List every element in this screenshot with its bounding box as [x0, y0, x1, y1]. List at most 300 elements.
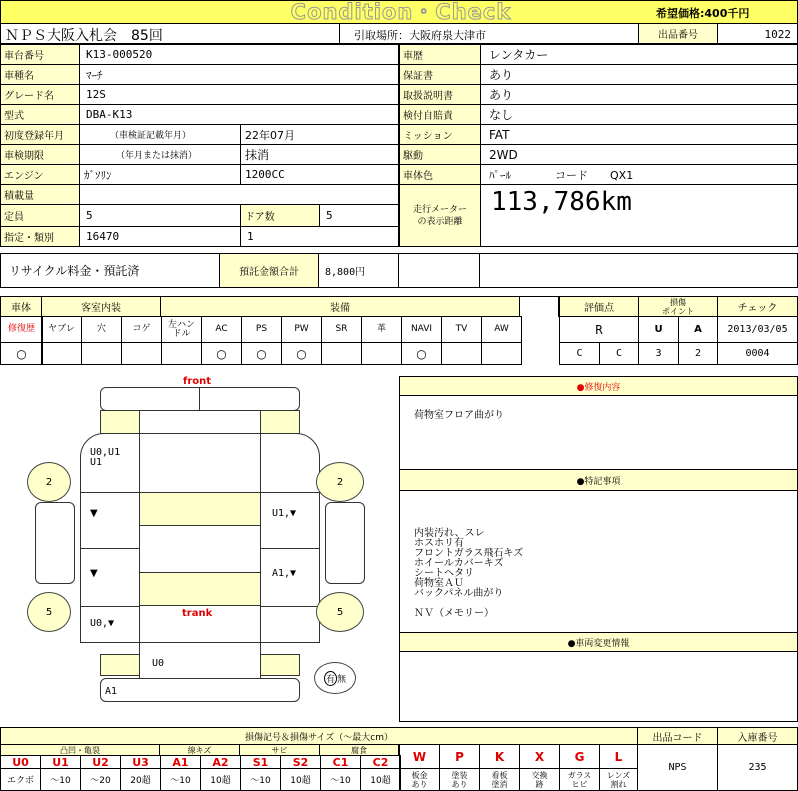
change-header — [399, 632, 798, 652]
legend-code: A1 — [172, 755, 189, 769]
vehicle-left-value-cell — [79, 84, 399, 105]
equip-mark-cell — [121, 342, 162, 365]
special-header-label: ●特記事項 — [576, 476, 621, 487]
right-front-tire-mark: 2 — [336, 476, 344, 488]
mark-right-front-door: U1,▼ — [272, 508, 297, 519]
mark-rear-bumper: A1 — [105, 686, 118, 697]
left-front-tire-mark: 2 — [45, 476, 53, 488]
engine-fuel-cell — [79, 164, 241, 185]
legend-code: S1 — [252, 755, 269, 769]
equip-label-cell — [321, 316, 362, 343]
doors-value: 5 — [326, 209, 333, 222]
equip-label-cell — [121, 316, 162, 343]
legend-letter-desc-cell — [399, 768, 440, 791]
right-rear-tire — [316, 592, 364, 632]
engine-cc: 1200CC — [245, 168, 285, 181]
left-side-panel — [35, 502, 75, 584]
seats-label: 定員 — [4, 212, 24, 223]
legend-size: 10超 — [370, 776, 391, 786]
designation-value1: 16470 — [86, 230, 120, 243]
vehicle-left-label-cell — [0, 104, 80, 125]
equip-mark-cell — [321, 342, 362, 365]
legend-code: A2 — [212, 755, 229, 769]
right-front-tire — [316, 462, 364, 502]
color-value-cell — [480, 164, 798, 185]
equip-label-cell — [241, 316, 282, 343]
equip-label-cell — [201, 316, 242, 343]
equip-mark: ○ — [296, 346, 307, 361]
entry-label: 入庫番号 — [737, 732, 778, 744]
seats-label-cell — [0, 204, 80, 227]
legend-letter: G — [574, 749, 585, 764]
check-date-cell — [717, 316, 798, 343]
legend-letter-desc: 塗装 あり — [451, 770, 468, 789]
equip-group-check-label: チェック — [737, 303, 778, 314]
score-sub-1-cell — [559, 342, 600, 365]
entry-label-cell — [717, 727, 798, 745]
inspection-label: 車検期限 — [4, 151, 44, 162]
vehicle-right-label: 保証書 — [403, 71, 433, 82]
legend-title-cell — [0, 727, 638, 745]
equip-label: AW — [494, 324, 509, 334]
first-reg-note: （車検証記載年月） — [110, 131, 192, 141]
damage-value-a-cell — [678, 342, 718, 365]
legend-letter-desc: 看板 塗消 — [491, 770, 508, 789]
equip-group-gap — [519, 296, 559, 317]
engine-fuel: ｶﾞｿﾘﾝ — [84, 168, 112, 182]
trunk-label: trank — [182, 608, 213, 619]
inspection-value: 抹消 — [245, 148, 270, 162]
score-sub-2: C — [615, 348, 623, 359]
equip-group-damage-label: 損傷 ポイント — [662, 297, 694, 316]
color-label: 車体色 — [403, 171, 433, 182]
rear-seat — [139, 572, 261, 606]
vehicle-right-label: 車歴 — [403, 51, 423, 62]
capacity-value-cell — [79, 184, 399, 205]
odometer-label: 走行メーター の表示距離 — [412, 204, 467, 227]
odometer-value: 113,786km — [491, 187, 632, 217]
legend-letter-desc-cell — [519, 768, 560, 791]
legend-size-cell — [0, 768, 41, 791]
equip-label: 穴 — [96, 324, 106, 334]
presence-no: 無 — [337, 674, 347, 685]
legend-letter-cell — [559, 744, 600, 769]
lot-number: 1022 — [764, 28, 791, 41]
engine-cc-cell — [240, 164, 399, 185]
inspection-value-cell — [240, 144, 399, 165]
presence-indicator — [314, 662, 356, 694]
inspection-note: （年月または抹消） — [116, 151, 198, 161]
recycle-label-cell — [0, 253, 220, 288]
damage-col-u-cell — [638, 316, 679, 343]
equip-label-cell — [41, 316, 82, 343]
damage-col-a: A — [694, 324, 702, 335]
first-reg-value: 22年07月 — [245, 128, 295, 142]
legend-letter-desc: 板金 あり — [411, 770, 428, 789]
legend-size: 10超 — [290, 776, 311, 786]
legend-group-rust-label: サビ — [271, 745, 288, 755]
equip-label-cell — [361, 316, 402, 343]
legend-code-cell — [360, 755, 401, 769]
equip-label: AC — [215, 324, 228, 334]
left-taillight — [100, 654, 140, 676]
legend-size-cell — [40, 768, 81, 791]
doors-label: ドア数 — [245, 212, 275, 223]
equip-mark: ○ — [256, 346, 267, 361]
pickup-cell — [339, 23, 639, 44]
inspection-note-cell — [79, 144, 241, 165]
equip-mark: ○ — [216, 346, 227, 361]
equip-mark-cell — [441, 342, 482, 365]
equip-mark-cell — [361, 342, 402, 365]
legend-code: C2 — [372, 755, 389, 769]
repair-text: 荷物室フロア曲がり — [414, 410, 504, 421]
legend-code-cell — [320, 755, 361, 769]
legend-size-cell — [120, 768, 161, 791]
equip-group-score-label: 評価点 — [584, 303, 614, 314]
legend-code: U1 — [52, 755, 69, 769]
special-line: ＮＶ（メモリー） — [414, 608, 494, 619]
legend-size: ～10 — [50, 776, 71, 786]
vehicle-right-value-cell — [480, 84, 798, 105]
mark-front-left: U0,U1 U1 — [90, 447, 121, 468]
vehicle-right-label: 検付自賠責 — [403, 111, 453, 122]
legend-group-dent-label: 凸凹・亀裂 — [60, 745, 100, 755]
desired-price: 希望価格:400千円 — [656, 7, 750, 20]
equip-mark-cell — [41, 342, 82, 365]
vehicle-left-value: K13-000520 — [86, 48, 153, 61]
legend-size: 20超 — [130, 776, 151, 786]
vehicle-right-value-cell — [480, 64, 798, 85]
equip-group-body — [0, 296, 42, 317]
change-header-label: ●車両変更情報 — [567, 638, 630, 649]
equip-label: コゲ — [132, 324, 151, 334]
vehicle-right-value: あり — [489, 88, 514, 102]
legend-code-cell — [40, 755, 81, 769]
mark-left-rear-door: ▼ — [90, 568, 98, 579]
legend-size-cell — [240, 768, 281, 791]
special-line: バックパネル曲がり — [414, 588, 504, 599]
damage-value-u-cell — [638, 342, 679, 365]
vehicle-right-label: ミッション — [403, 131, 453, 142]
left-front-tire — [27, 462, 71, 502]
equip-mark-cell — [0, 342, 43, 365]
inspection-label-cell — [0, 144, 80, 165]
equip-label-cell — [441, 316, 482, 343]
left-headlight — [100, 410, 140, 434]
legend-group-corrosion-label: 腐食 — [351, 745, 367, 755]
check-date: 2013/03/05 — [727, 324, 788, 335]
mark-left-front-door: ▼ — [90, 508, 98, 519]
equip-label: 修復歴 — [7, 324, 35, 334]
vehicle-left-label: 車種名 — [4, 71, 34, 82]
score-value-cell — [559, 316, 639, 343]
engine-label: エンジン — [4, 171, 44, 182]
color-value: ﾊﾟｰﾙ コード QX1 — [489, 168, 634, 182]
equip-mark-cell — [401, 342, 442, 365]
special-line: ホイールカバーキズ — [414, 558, 504, 569]
legend-letter-desc: レンズ 割れ — [606, 770, 631, 789]
damage-value-a: 2 — [694, 348, 702, 359]
change-content — [399, 651, 798, 722]
vehicle-left-value-cell — [79, 44, 399, 65]
check-value: 0004 — [745, 348, 770, 359]
legend-code: U2 — [92, 755, 109, 769]
deposit-value: 8,800円 — [325, 267, 366, 278]
vehicle-right-label: 取扱説明書 — [403, 91, 453, 102]
vehicle-right-value-cell — [480, 44, 798, 65]
legend-letter: P — [455, 749, 464, 764]
equip-mark-cell — [201, 342, 242, 365]
mark-right-rear-door: A1,▼ — [272, 568, 297, 579]
legend-size: エクボ — [6, 776, 34, 786]
repair-header — [399, 376, 798, 396]
repair-content — [399, 395, 798, 470]
legend-letter-cell — [599, 744, 638, 769]
vehicle-right-value: あり — [489, 68, 514, 82]
banner — [0, 0, 798, 24]
deposit-value-cell — [318, 253, 399, 288]
origin-code-value-cell — [637, 744, 718, 791]
capacity-label: 積載量 — [4, 191, 34, 202]
vehicle-right-label-cell — [399, 104, 481, 125]
damage-col-u: U — [654, 324, 663, 335]
legend-code-cell — [240, 755, 281, 769]
vehicle-left-label-cell — [0, 84, 80, 105]
equip-group-score — [559, 296, 639, 317]
legend-letter-desc-cell — [599, 768, 638, 791]
equip-group-equip-label: 装備 — [330, 303, 350, 314]
equip-group-damage — [638, 296, 718, 317]
legend-size-cell — [360, 768, 401, 791]
mark-rear-panel: U0 — [152, 658, 165, 669]
score-value: R — [595, 322, 603, 337]
equip-label-cell — [281, 316, 322, 343]
first-reg-label-cell — [0, 124, 80, 145]
front-seat — [139, 492, 261, 526]
legend-code: S2 — [292, 755, 309, 769]
legend-size: ～20 — [90, 776, 111, 786]
designation-label: 指定・類別 — [4, 233, 54, 244]
seats-value: 5 — [86, 209, 93, 222]
vehicle-left-value-cell — [79, 104, 399, 125]
legend-letter-desc-cell — [559, 768, 600, 791]
equip-mark-cell — [161, 342, 202, 365]
legend-letter: X — [534, 749, 545, 764]
equip-label: TV — [455, 324, 468, 334]
legend-code-cell — [280, 755, 321, 769]
equip-label: PW — [294, 324, 309, 334]
vehicle-right-value-cell — [480, 124, 798, 145]
special-line: 内装汚れ、スレ — [414, 528, 485, 539]
recycle-blank-1 — [398, 253, 480, 288]
equip-mark-cell — [481, 342, 522, 365]
legend-code-cell — [120, 755, 161, 769]
legend-size-cell — [200, 768, 241, 791]
designation-value2-cell — [240, 226, 399, 247]
equip-group-equip — [160, 296, 520, 317]
vehicle-right-value: 2WD — [489, 147, 518, 162]
vehicle-left-label-cell — [0, 64, 80, 85]
hood — [139, 410, 261, 434]
origin-code-value: NPS — [668, 762, 687, 773]
legend-title: 損傷記号＆損傷サイズ（～最大cm） — [245, 732, 393, 743]
legend-size: ～10 — [330, 776, 351, 786]
equip-group-body-label: 車体 — [11, 303, 31, 314]
lot-label-cell — [638, 23, 718, 44]
vehicle-left-label: 車台番号 — [4, 51, 44, 62]
legend-letter-desc-cell — [479, 768, 520, 791]
first-reg-value-cell — [240, 124, 399, 145]
deposit-label: 預託金額合計 — [239, 267, 299, 278]
equip-group-interior — [41, 296, 161, 317]
equip-label: SR — [335, 324, 348, 334]
legend-letter-desc: ガラス ヒビ — [567, 770, 592, 789]
legend-letter-desc-cell — [439, 768, 480, 791]
special-content — [399, 490, 798, 633]
doors-value-cell — [319, 204, 399, 227]
damage-value-u: 3 — [655, 348, 662, 359]
vehicle-right-label-cell — [399, 84, 481, 105]
banner-title: Condition・Check — [290, 0, 512, 24]
vehicle-right-label-cell — [399, 64, 481, 85]
check-value-cell — [717, 342, 798, 365]
right-side-panel — [325, 502, 365, 584]
legend-code: U0 — [12, 755, 29, 769]
legend-letter-cell — [519, 744, 560, 769]
seats-value-cell — [79, 204, 241, 227]
entry-value-cell — [717, 744, 798, 791]
presence-yes: 有 — [324, 671, 337, 686]
special-header — [399, 469, 798, 491]
legend-letter-desc: 交換 跡 — [531, 770, 548, 789]
auction-name: ＮＰＳ大阪入札会 85回 — [5, 28, 163, 44]
recycle-label: リサイクル料金・預託済 — [9, 264, 140, 278]
vehicle-right-value-cell — [480, 144, 798, 165]
equip-mark-cell — [81, 342, 122, 365]
designation-value2: 1 — [247, 230, 254, 243]
vehicle-left-label-cell — [0, 44, 80, 65]
special-line: シートヘタリ — [414, 568, 474, 579]
front-label: front — [183, 376, 212, 387]
vehicle-left-value: ﾏｰﾁ — [86, 68, 103, 82]
vehicle-left-label: 型式 — [4, 111, 24, 122]
legend-size-cell — [280, 768, 321, 791]
vehicle-left-label: グレード名 — [4, 91, 54, 102]
designation-label-cell — [0, 226, 80, 247]
equip-label-cell — [481, 316, 522, 343]
vehicle-left-value: 12S — [86, 88, 106, 101]
legend-size: 10超 — [210, 776, 231, 786]
equip-mark: ○ — [416, 346, 427, 361]
equip-label: PS — [255, 324, 268, 334]
legend-code-cell — [160, 755, 201, 769]
equip-label-cell — [81, 316, 122, 343]
score-sub-2-cell — [599, 342, 639, 365]
equip-label-cell — [0, 316, 43, 343]
equip-group-check — [717, 296, 798, 317]
legend-letter-cell — [439, 744, 480, 769]
special-line: ホスホリ有 — [414, 538, 464, 549]
first-reg-label: 初度登録年月 — [4, 131, 64, 142]
legend-size-cell — [80, 768, 121, 791]
vehicle-right-label: 駆動 — [403, 151, 423, 162]
legend-group-scratch-label: 線キズ — [187, 745, 212, 755]
legend-letter: K — [494, 749, 505, 764]
vehicle-left-value-cell — [79, 64, 399, 85]
legend-code-cell — [200, 755, 241, 769]
lot-label: 出品番号 — [658, 30, 698, 41]
left-rear-tire — [27, 592, 71, 632]
front-bumper — [100, 387, 300, 411]
pickup-location: 引取場所：大阪府泉大津市 — [354, 29, 486, 42]
vehicle-left-value: DBA-K13 — [86, 108, 133, 121]
special-line: フロントガラス飛石キズ — [414, 548, 524, 559]
special-line: 荷物室ＡＵ — [414, 578, 464, 589]
equip-label-cell — [401, 316, 442, 343]
lot-number-cell — [717, 23, 798, 44]
vehicle-right-value: なし — [489, 108, 514, 122]
origin-code-label: 出品コード — [652, 732, 703, 744]
legend-size: ～10 — [170, 776, 191, 786]
vehicle-right-label-cell — [399, 44, 481, 65]
legend-size-cell — [320, 768, 361, 791]
score-sub-1: C — [576, 348, 583, 359]
mark-left-rear-quarter: U0,▼ — [90, 618, 115, 629]
right-headlight — [260, 410, 300, 434]
left-rear-tire-mark: 5 — [45, 606, 53, 618]
vehicle-right-value-cell — [480, 104, 798, 125]
equip-mark-cell — [281, 342, 322, 365]
odometer-label-cell — [399, 184, 481, 247]
equip-label: NAVI — [410, 324, 433, 334]
legend-letter-cell — [479, 744, 520, 769]
legend-code: C1 — [332, 755, 349, 769]
right-rear-tire-mark: 5 — [336, 606, 344, 618]
car-diagram — [0, 372, 398, 722]
damage-col-a-cell — [678, 316, 718, 343]
repair-header-label: ●修復内容 — [576, 382, 621, 393]
equip-label-cell — [161, 316, 202, 343]
vehicle-right-value: FAT — [489, 127, 510, 142]
rear-bumper — [100, 678, 300, 702]
vehicle-right-label-cell — [399, 144, 481, 165]
capacity-label-cell — [0, 184, 80, 205]
deposit-label-cell — [219, 253, 319, 288]
legend-code-cell — [0, 755, 41, 769]
equip-mark: ○ — [16, 346, 27, 361]
origin-code-label-cell — [637, 727, 718, 745]
first-reg-note-cell — [79, 124, 241, 145]
legend-code-cell — [80, 755, 121, 769]
equip-mark-cell — [241, 342, 282, 365]
vehicle-right-label-cell — [399, 124, 481, 145]
vehicle-right-value: レンタカー — [489, 48, 549, 62]
equip-label: 左ハン ドル — [167, 319, 195, 339]
equip-label: 革 — [376, 324, 386, 334]
legend-letter: W — [412, 749, 427, 764]
legend-code: U3 — [132, 755, 149, 769]
legend-size-cell — [160, 768, 201, 791]
legend-size: ～10 — [250, 776, 271, 786]
right-taillight — [260, 654, 300, 676]
doors-label-cell — [240, 204, 320, 227]
legend-letter-cell — [399, 744, 440, 769]
legend-letter: L — [614, 749, 623, 764]
color-label-cell — [399, 164, 481, 185]
odometer-value-cell — [480, 184, 798, 247]
auction-name-cell — [0, 23, 340, 44]
